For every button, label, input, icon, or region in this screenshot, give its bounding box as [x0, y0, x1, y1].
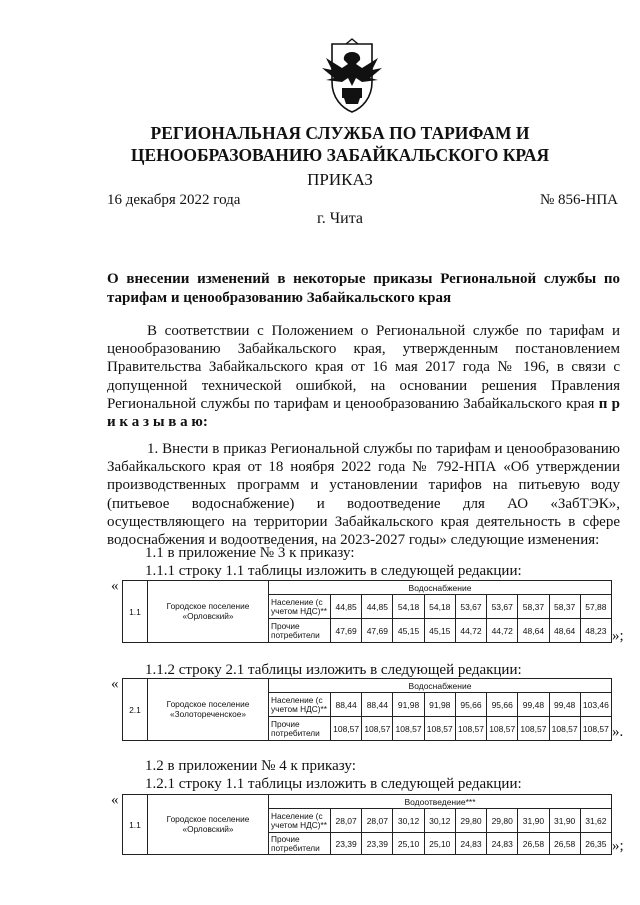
tariff-value: 23,39 — [331, 833, 362, 855]
tariff-value: 91,98 — [393, 693, 424, 717]
document-number: № 856-НПА — [539, 192, 618, 208]
tariff-value: 44,85 — [362, 595, 393, 619]
row-label: Население (с учетом НДС)** — [269, 809, 331, 833]
tariff-value: 30,12 — [424, 809, 455, 833]
tariff-value: 47,69 — [362, 619, 393, 643]
tariff-value: 88,44 — [362, 693, 393, 717]
tariff-value: 108,57 — [455, 717, 486, 741]
settlement-name: Городское поселение «Орловский» — [148, 581, 269, 643]
tariff-table-1 — [122, 580, 612, 643]
row-label: Прочие потребители — [269, 833, 331, 855]
quote-close-2: ». — [612, 724, 624, 740]
document-date: 16 декабря 2022 года — [107, 192, 241, 208]
tariff-value: 57,88 — [580, 595, 611, 619]
org-title — [60, 122, 620, 166]
tariff-value: 47,69 — [331, 619, 362, 643]
tariff-value: 54,18 — [393, 595, 424, 619]
document-subject: О внесении изменений в некоторые приказы Региональной службы по тарифам и ценообразованию Забайкальского края — [107, 271, 620, 306]
quote-open-1: « — [111, 578, 119, 594]
table-row-number: 1.1 — [123, 581, 148, 643]
quote-close-1: »; — [612, 628, 624, 644]
tariff-value: 31,90 — [549, 809, 580, 833]
tariff-value: 29,80 — [455, 809, 486, 833]
tariff-value: 25,10 — [424, 833, 455, 855]
settlement-name: Городское поселение «Золотореченское» — [148, 679, 269, 741]
tariff-value: 88,44 — [331, 693, 362, 717]
tariff-value: 29,80 — [487, 809, 518, 833]
tariff-value: 108,57 — [549, 717, 580, 741]
preamble-text: В соответствии с Положением о Региональной службе по тарифам и ценообразованию Забайкальского края, утвержденным постановлением Правительства Забайкальского края от 16 мая 2017 года № 196, в связи с допущенной технической ошибкой, на основании решения Правления Региональной службы по тарифам и ценообразованию Забайкальского края — [107, 323, 620, 412]
tariff-value: 28,07 — [362, 809, 393, 833]
subitem-1-2: 1.2 в приложении № 4 к приказу: — [145, 758, 356, 774]
table-row-number: 1.1 — [123, 795, 148, 855]
service-header: Водоснабжение — [269, 679, 612, 693]
org-title-line2: ЦЕНООБРАЗОВАНИЮ ЗАБАЙКАЛЬСКОГО КРАЯ — [130, 145, 550, 165]
tariff-value: 23,39 — [362, 833, 393, 855]
tariff-value: 31,90 — [518, 809, 549, 833]
subitem-1-2-1: 1.2.1 строку 1.1 таблицы изложить в следующей редакции: — [145, 776, 522, 792]
tariff-value: 95,66 — [455, 693, 486, 717]
tariff-value: 58,37 — [549, 595, 580, 619]
tariff-value: 108,57 — [393, 717, 424, 741]
tariff-value: 108,57 — [487, 717, 518, 741]
row-label: Население (с учетом НДС)** — [269, 595, 331, 619]
tariff-value: 45,15 — [424, 619, 455, 643]
tariff-value: 48,23 — [580, 619, 611, 643]
tariff-value: 108,57 — [424, 717, 455, 741]
item-1-text: 1. Внести в приказ Региональной службы по тарифам и ценообразованию Забайкальского края от 18 ноября 2022 года № 792-НПА «Об утверждении производственных программ и установлении тарифов на питьевую воду (питьевое водоснабжение) и водоотведение для АО «ЗабТЭК», осуществляющего на территории Забайкальского края деятельность в сфере водоснабжения и водоотведения, на 2023-2027 годы» следующие изменения: — [107, 441, 620, 549]
tariff-value: 103,46 — [580, 693, 611, 717]
tariff-value: 25,10 — [393, 833, 424, 855]
settlement-name: Городское поселение «Орловский» — [148, 795, 269, 855]
quote-open-2: « — [111, 676, 119, 692]
row-label: Прочие потребители — [269, 717, 331, 741]
table-row-number: 2.1 — [123, 679, 148, 741]
tariff-value: 48,64 — [518, 619, 549, 643]
tariff-value: 58,37 — [518, 595, 549, 619]
quote-close-3: »; — [612, 838, 624, 854]
tariff-value: 26,35 — [580, 833, 611, 855]
tariff-value: 44,72 — [487, 619, 518, 643]
tariff-value: 53,67 — [455, 595, 486, 619]
tariff-value: 108,57 — [331, 717, 362, 741]
coat-of-arms-emblem — [318, 38, 386, 114]
tariff-value: 108,57 — [362, 717, 393, 741]
tariff-table-3 — [122, 794, 612, 855]
document-type: ПРИКАЗ — [307, 170, 373, 189]
tariff-value: 45,15 — [393, 619, 424, 643]
tariff-table-2 — [122, 678, 612, 741]
order-word: п р и к а з ы в а ю: — [107, 395, 620, 431]
tariff-value: 24,83 — [487, 833, 518, 855]
tariff-value: 91,98 — [424, 693, 455, 717]
subitem-1-1: 1.1 в приложение № 3 к приказу: — [145, 545, 355, 561]
tariff-value: 28,07 — [331, 809, 362, 833]
tariff-value: 95,66 — [487, 693, 518, 717]
tariff-value: 44,85 — [331, 595, 362, 619]
tariff-value: 30,12 — [393, 809, 424, 833]
tariff-value: 24,83 — [455, 833, 486, 855]
tariff-value: 99,48 — [518, 693, 549, 717]
quote-open-3: « — [111, 792, 119, 808]
org-title-line1: РЕГИОНАЛЬНАЯ СЛУЖБА ПО ТАРИФАМ И — [150, 123, 530, 143]
tariff-value: 108,57 — [580, 717, 611, 741]
tariff-value: 53,67 — [487, 595, 518, 619]
row-label: Население (с учетом НДС)** — [269, 693, 331, 717]
tariff-value: 31,62 — [580, 809, 611, 833]
row-label: Прочие потребители — [269, 619, 331, 643]
tariff-value: 44,72 — [455, 619, 486, 643]
service-header: Водоотведение*** — [269, 795, 612, 809]
subitem-1-1-2: 1.1.2 строку 2.1 таблицы изложить в следующей редакции: — [145, 662, 522, 678]
tariff-value: 108,57 — [518, 717, 549, 741]
service-header: Водоснабжение — [269, 581, 612, 595]
tariff-value: 48,64 — [549, 619, 580, 643]
tariff-value: 26,58 — [518, 833, 549, 855]
tariff-value: 54,18 — [424, 595, 455, 619]
subitem-1-1-1: 1.1.1 строку 1.1 таблицы изложить в следующей редакции: — [145, 563, 522, 579]
item-1-paragraph — [107, 440, 620, 549]
tariff-value: 99,48 — [549, 693, 580, 717]
tariff-value: 26,58 — [549, 833, 580, 855]
preamble-paragraph — [107, 322, 620, 431]
document-city: г. Чита — [316, 210, 363, 227]
